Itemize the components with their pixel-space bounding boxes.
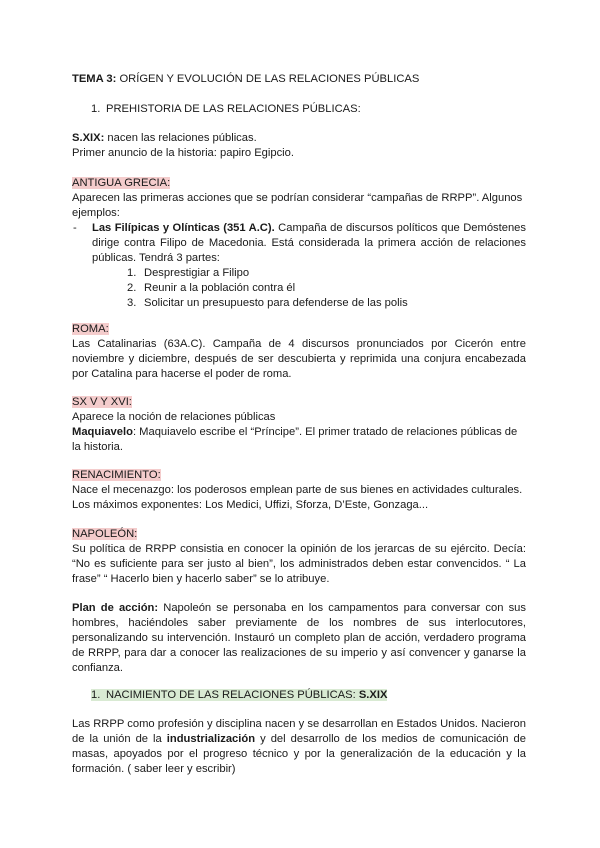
roma-heading: ROMA: (72, 323, 109, 335)
grecia-item-label: Las Filípicas y Olínticas (351 A.C). (92, 222, 275, 234)
napoleon-section (72, 527, 526, 587)
sxix-label: S.XIX: (72, 132, 105, 144)
section-heading-nacimiento (91, 688, 387, 703)
list-text: Solicitar un presupuesto para defenderse de las polis (144, 297, 408, 309)
list-number: 3. (127, 297, 137, 309)
sxv-text: : Maquiavelo escribe el “Príncipe”. El primer tratado de relaciones públicas de la historia. (72, 426, 518, 453)
section-heading-text: NACIMIENTO DE LAS RELACIONES PÚBLICAS: (106, 689, 359, 701)
sxv-label: Maquiavelo (72, 426, 133, 438)
list-number: 1. (127, 267, 137, 279)
grecia-list-item (72, 221, 526, 266)
grecia-parts-list (72, 266, 526, 311)
plan-text: Napoleón se personaba en los campamentos para conversar con sus hombres, haciéndoles saber previamente de los nombres de sus interlocutores, personalizando su intervención. Instauró un completo plan de acción, verdadero programa de RRPP, para dar a conocer las realizaciones de su imperio y así convencer y ganarse la confianza. (72, 602, 526, 674)
section-number: 1. (91, 689, 101, 701)
list-item (72, 296, 526, 311)
list-text: Reunir a la población contra él (144, 282, 296, 294)
section-heading-bold: S.XIX (358, 689, 388, 701)
grecia-heading: ANTIGUA GRECIA: (72, 177, 171, 189)
final-text-2: y del desarrollo de los medios de comunicación de masas, apoyados por el progreso técnico y por la generalización de la educación y la formación. ( saber leer y escribir) (72, 733, 526, 775)
renacimiento-section (72, 468, 526, 513)
renacimiento-text: Nace el mecenazgo: los poderosos emplean parte de sus bienes en actividades culturales. Los máximos exponentes: Los Medici, Uffizi, Sforza, D’Este, Gonzaga... (72, 484, 523, 511)
sxix-paragraph (72, 131, 526, 161)
roma-text: Las Catalinarias (63A.C). Campaña de 4 discursos pronunciados por Cicerón entre noviembre y diciembre, después de ser descubierta y reprimida una conjura encabezada por Catalina para hacerse el poder de roma. (72, 338, 526, 380)
renacimiento-heading: RENACIMIENTO: (72, 469, 161, 481)
document-title (72, 72, 526, 87)
list-text: Desprestigiar a Filipo (144, 267, 250, 279)
section-number: 1. (91, 103, 101, 115)
plan-paragraph (72, 601, 526, 676)
grecia-intro: Aparecen las primeras acciones que se podrían considerar “campañas de RRPP”. Algunos ejemplos: (72, 192, 523, 219)
final-bold: industrialización (166, 733, 256, 745)
bullet-dash: - (73, 222, 77, 234)
list-number: 2. (127, 282, 137, 294)
grecia-item-text: Campaña de discursos políticos que Demóstenes dirige contra Filipo de Macedonia. Está considerada la primera acción de relaciones públicas. Tendrá 3 partes: (92, 222, 526, 264)
sxv-line1: Aparece la noción de relaciones públicas (72, 411, 276, 423)
sxix-line2: Primer anuncio de la historia: papiro Egipcio. (72, 147, 295, 159)
title-text: ORÍGEN Y EVOLUCIÓN DE LAS RELACIONES PÚBLICAS (116, 73, 420, 85)
roma-section (72, 322, 526, 382)
grecia-section (72, 176, 526, 311)
sxix-text: nacen las relaciones públicas. (104, 132, 257, 144)
title-label: TEMA 3: (72, 73, 117, 85)
section-heading-text: PREHISTORIA DE LAS RELACIONES PÚBLICAS: (106, 103, 361, 115)
sxv-section (72, 395, 526, 455)
list-item (72, 266, 526, 281)
final-paragraph (72, 717, 526, 777)
section-heading-prehistoria (91, 102, 361, 117)
final-text-1: Las RRPP como profesión y disciplina nacen y se desarrollan en Estados Unidos. Nacieron de la unión de la (72, 718, 526, 745)
napoleon-heading: NAPOLEÓN: (72, 528, 138, 540)
plan-label: Plan de acción: (72, 602, 159, 614)
napoleon-text: Su política de RRPP consistia en conocer la opinión de los jerarcas de su ejército. Decía: “No es suficiente para ser justo al bien”, los administrados deben estar convencidos. “ La frase” “ Hacerlo bien y hacerlo saber” se lo atribuye. (72, 543, 526, 585)
list-item (72, 281, 526, 296)
sxv-heading: SX V Y XVI: (72, 396, 132, 408)
